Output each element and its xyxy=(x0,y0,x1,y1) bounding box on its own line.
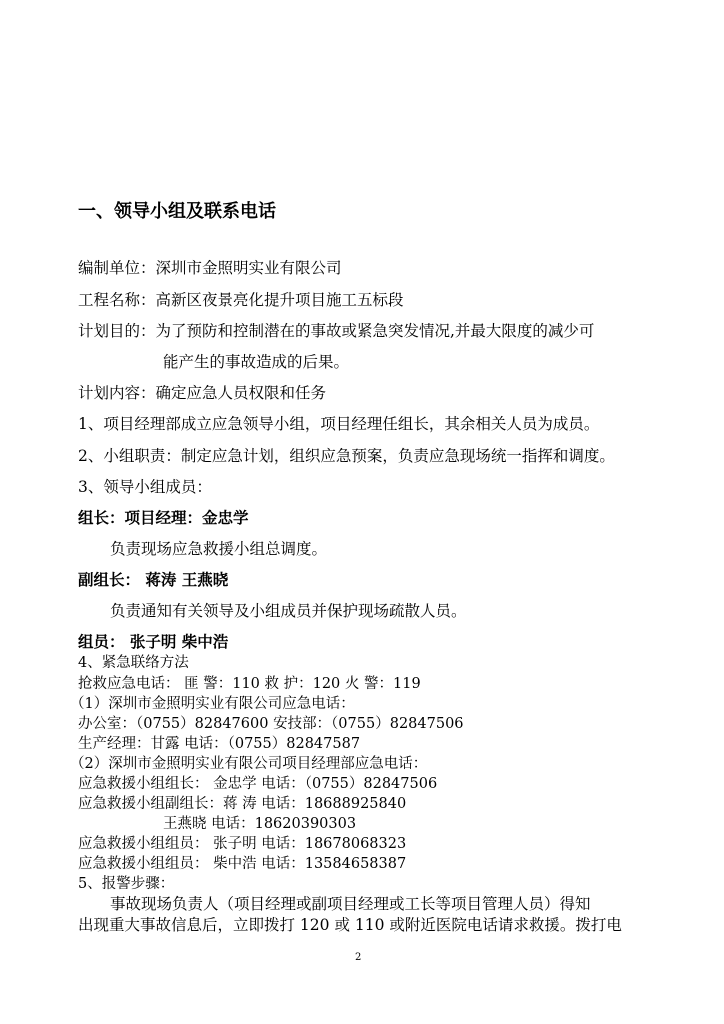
alarm-steps-line-2: 出现重大事故信息后，立即拨打 120 或 110 或附近医院电话请求救援。拨打电 xyxy=(78,916,622,934)
production-manager-phone: 生产经理：甘露 电话：（0755）82847587 xyxy=(78,736,361,752)
doc-line-project: 工程名称：高新区夜景亮化提升项目施工五标段 xyxy=(78,291,404,309)
contact-heading: 4、紧急联络方法 xyxy=(78,655,189,671)
leader-phone: 应急救援小组组长： 金忠学 电话：（0755）82847506 xyxy=(78,776,438,792)
deputy-title: 副组长： 蒋涛 王燕晓 xyxy=(78,571,229,589)
doc-line-item-1: 1、项目经理部成立应急领导小组，项目经理任组长，其余相关人员为成员。 xyxy=(78,415,600,433)
office-phones: 办公室：（0755）82847600 安技部：（0755）82847506 xyxy=(78,716,464,732)
project-phones-heading: （2）深圳市金照明实业有限公司项目经理部应急电话： xyxy=(70,756,428,772)
leader-duty: 负责现场应急救援小组总调度。 xyxy=(110,540,328,558)
emergency-phones: 抢救应急电话： 匪 警：110 救 护：120 火 警：119 xyxy=(78,676,421,692)
page-number: 2 xyxy=(355,952,362,963)
member-phone-2: 应急救援小组组员： 柴中浩 电话：13584658387 xyxy=(78,856,407,872)
member-phone-1: 应急救援小组组员： 张子明 电话：18678068323 xyxy=(78,836,407,852)
doc-line-purpose-cont: 能产生的事故造成的后果。 xyxy=(163,353,350,371)
alarm-steps-heading: 5、报警步骤： xyxy=(78,876,175,892)
company-phones-heading: （1）深圳市金照明实业有限公司应急电话： xyxy=(70,696,355,712)
deputy-duty: 负责通知有关领导及小组成员并保护现场疏散人员。 xyxy=(110,602,467,620)
members-title: 组员： 张子明 柴中浩 xyxy=(78,633,229,651)
doc-line-content: 计划内容：确定应急人员权限和任务 xyxy=(78,384,327,402)
doc-line-unit: 编制单位：深圳市金照明实业有限公司 xyxy=(78,259,342,277)
leader-title: 组长：项目经理：金忠学 xyxy=(78,509,249,527)
doc-line-item-3: 3、领导小组成员： xyxy=(78,478,212,496)
deputy-phone-1: 应急救援小组副组长：蒋 涛 电话：18688925840 xyxy=(78,796,407,812)
deputy-phone-2: 王燕晓 电话：18620390303 xyxy=(163,816,357,832)
alarm-steps-line-1: 事故现场负责人（项目经理或副项目经理或工长等项目管理人员）得知 xyxy=(110,895,591,913)
section-title: 一、领导小组及联系电话 xyxy=(78,201,276,222)
doc-line-purpose: 计划目的：为了预防和控制潜在的事故或紧急突发情况,并最大限度的减少可 xyxy=(78,322,595,340)
doc-line-item-2: 2、小组职责：制定应急计划，组织应急预案，负责应急现场统一指挥和调度。 xyxy=(78,447,615,465)
